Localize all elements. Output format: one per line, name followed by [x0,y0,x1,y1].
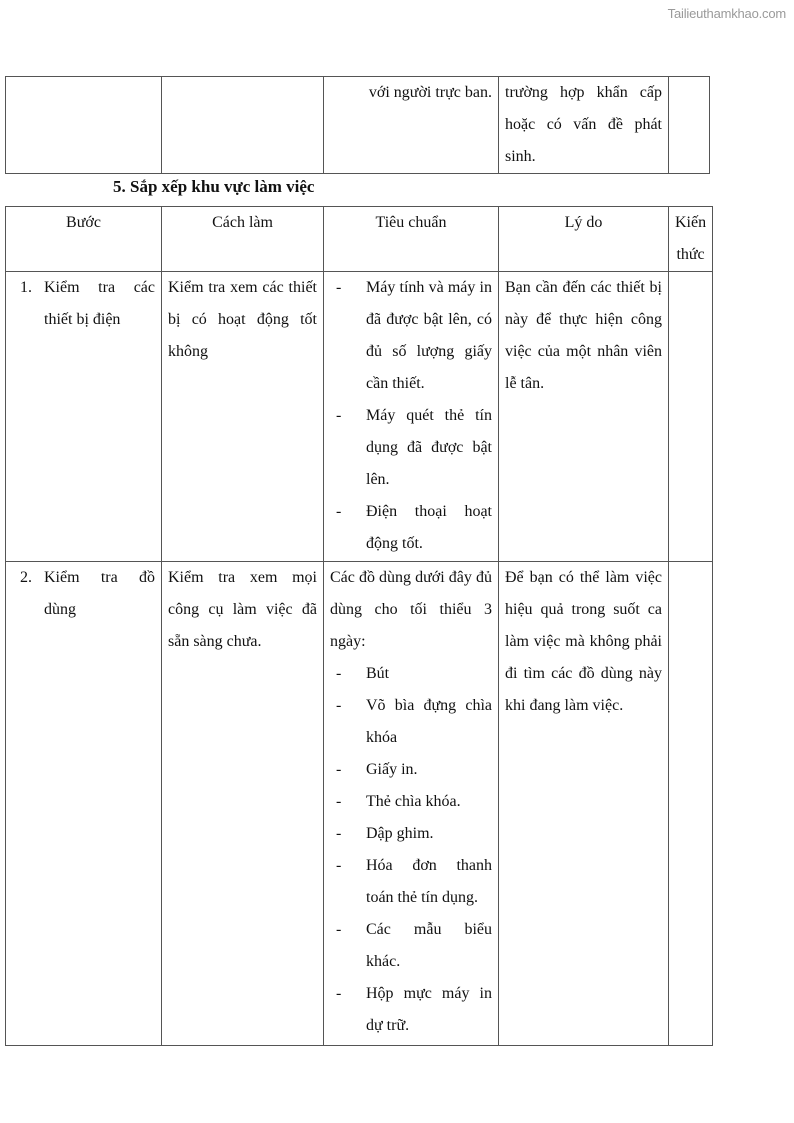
dash-marker: - [336,279,342,296]
cell-standard: với người trực ban. [324,77,499,174]
table-row [6,77,710,174]
cell-method [162,77,324,174]
step-text: Kiểm tra đồ dùng [44,569,155,618]
cell-method: Kiểm tra xem các thiết bị có hoạt động tốt không [162,272,324,562]
table-header-row [6,207,713,272]
standard-list [330,658,492,1042]
header-method: Cách làm [162,207,324,272]
step-number: 1. [20,279,32,296]
work-area-table [5,206,713,1046]
list-item: - Hộp mực máy in dự trữ. [330,978,492,1042]
watermark: Tailieuthamkhao.com [667,6,786,21]
cell-method: Kiểm tra xem mọi công cụ làm việc đã sẵn sàng chưa. [162,562,324,1046]
standard-list [330,272,492,560]
list-item: - Dập ghim. [330,818,492,850]
table-row [6,562,713,1046]
cell-knowledge [669,562,713,1046]
list-item: - Hóa đơn thanh toán thẻ tín dụng. [330,850,492,914]
table-row [6,272,713,562]
cell-step [6,77,162,174]
section-title: 5. Sắp xếp khu vực làm việc [113,177,315,196]
dash-marker: - [336,857,342,874]
dash-marker: - [336,793,342,810]
header-knowledge: Kiến thức [669,207,713,272]
dash-marker: - [336,665,342,682]
continued-table [5,76,710,174]
list-item: - Điện thoại hoạt động tốt. [330,496,492,560]
list-item: - Thẻ chìa khóa. [330,786,492,818]
header-reason: Lý do [499,207,669,272]
cell-standard [324,272,499,562]
list-item: - Bút [330,658,492,690]
step-text: Kiểm tra các thiết bị điện [44,279,155,328]
dash-marker: - [336,503,342,520]
dash-marker: - [336,407,342,424]
dash-marker: - [336,921,342,938]
list-item: - Máy quét thẻ tín dụng đã được bật lên. [330,400,492,496]
standard-intro: Các đồ dùng dưới đây đủ dùng cho tối thiểu 3 ngày: [330,569,492,650]
cell-reason: Bạn cần đến các thiết bị này để thực hiện công việc của một nhân viên lễ tân. [499,272,669,562]
header-standard: Tiêu chuẩn [324,207,499,272]
dash-marker: - [336,761,342,778]
cell-reason: trường hợp khẩn cấp hoặc có vấn đề phát sinh. [499,77,669,174]
cell-standard [324,562,499,1046]
list-item: - Giấy in. [330,754,492,786]
cell-knowledge [669,77,710,174]
list-item: - Các mẫu biểu khác. [330,914,492,978]
cell-step [6,272,162,562]
cell-step [6,562,162,1046]
cell-reason: Để bạn có thể làm việc hiệu quả trong suốt ca làm việc mà không phải đi tìm các đồ dùng này khi đang làm việc. [499,562,669,1046]
dash-marker: - [336,985,342,1002]
list-item: - Máy tính và máy in đã được bật lên, có đủ số lượng giấy cần thiết. [330,272,492,400]
dash-marker: - [336,825,342,842]
header-step: Bước [6,207,162,272]
dash-marker: - [336,697,342,714]
list-item: - Võ bìa đựng chìa khóa [330,690,492,754]
cell-knowledge [669,272,713,562]
step-number: 2. [20,569,32,586]
